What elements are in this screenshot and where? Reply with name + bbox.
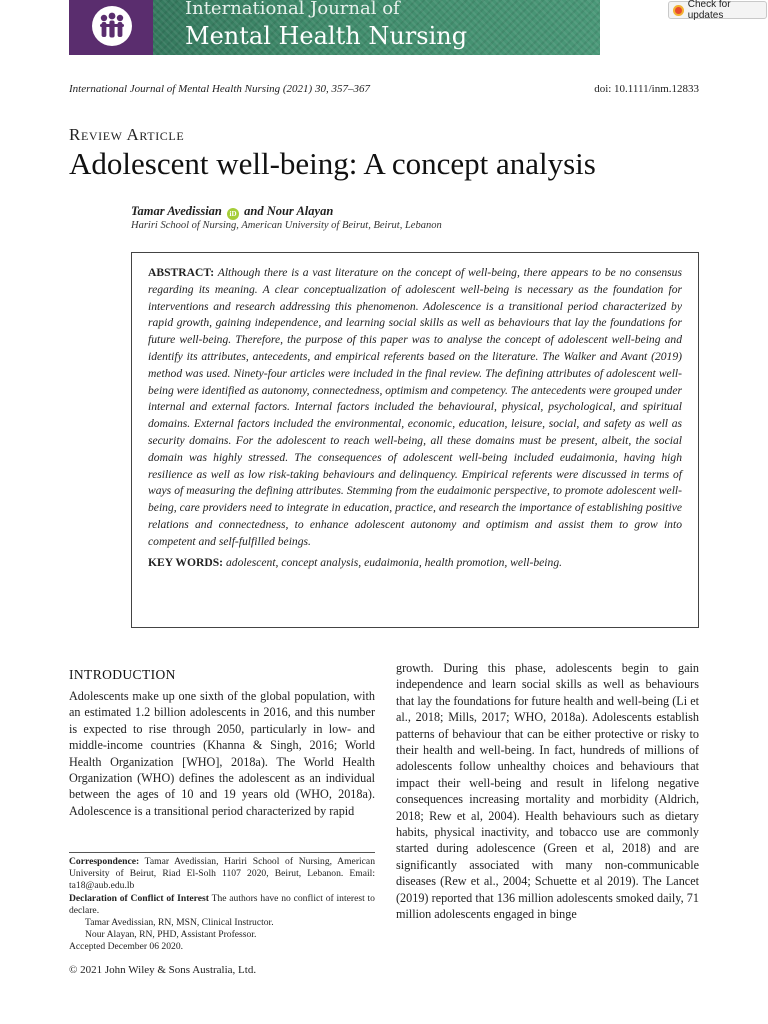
journal-subtitle: International Journal of (185, 0, 400, 19)
correspondence-note (69, 856, 375, 893)
doi-link[interactable]: doi: 10.1111/inm.12833 (594, 83, 699, 95)
journal-banner (69, 0, 600, 55)
author-list (131, 204, 333, 220)
abstract-box (131, 252, 699, 628)
abstract-text: Although there is a vast literature on the concept of well-being, there appears to be no consensus regarding its meaning. A clear conceptualization of adolescent well-being is necessary as the foundation for interventions and research addressing this phenomenon. Adolescence is a transitional period characterized by rapid growth, gaining independence, and learning social skills as well as behaviours that lay the foundations for future well-being. Therefore, the purpose of this paper was to analyse the concept of adolescent well-being and identify its attributes, antecedents, and empirical referents based on the literature. The Walker and Avant (2019) method was used. Ninety-four articles were included in the final review. The defining attributes of adolescent well-being were identified as autonomy, connectedness, optimism and competency. The antecedents were grouped under internal and external factors. Internal factors included the behavioural, physical, psychological, and spiritual domains. External factors included the environmental, economic, education, leisure, social, and safety as well as security domains. For the adolescent to reach well-being, all these domains must be present, albeit, the social domain was highly stressed. The consequences of adolescent well-being included eudaimonia, having high resilience as well as low risk-taking behaviours and delinquency. Empirical referents were discussed in terms of ways of measuring the defining attributes. Stemming from the eudaimonic perspective, to promote adolescent well-being, care providers need to integrate in education, practice, and research the importance of establishing positive relations and connectedness, to enhance adolescent autonomy and optimism and assist them to grow into competent and self-fulfilled beings. (148, 266, 682, 548)
article-notes (69, 852, 375, 954)
journal-citation: International Journal of Mental Health Nursing (2021) 30, 357–367 (69, 83, 370, 95)
orcid-icon[interactable]: iD (227, 208, 239, 220)
keywords-text: adolescent, concept analysis, eudaimonia, health promotion, well-being. (225, 555, 563, 569)
check-for-updates-label: Check for updates (687, 0, 731, 21)
keywords-label: KEY WORDS: (148, 555, 224, 569)
conflict-note (69, 893, 375, 917)
keywords (148, 555, 682, 572)
author-name[interactable]: Tamar Avedissian (131, 204, 222, 218)
people-icon (92, 6, 132, 46)
author-role: Tamar Avedissian, RN, MSN, Clinical Instructor. (85, 917, 274, 929)
correspondence-label: Correspondence: (69, 856, 140, 867)
crossmark-icon (673, 5, 684, 16)
journal-logo-emblem (92, 6, 132, 46)
correspondence-text: Tamar Avedissian, Hariri School of Nursing, American University of Beirut, Riad El-Solh 1107 2020, Beirut, Lebanon. Email: ta18@aub.edu.lb (69, 856, 375, 892)
article-title: Adolescent well-being: A concept analysis (69, 146, 596, 181)
accepted-date: Accepted December 06 2020. (69, 941, 184, 953)
copyright-notice: © 2021 John Wiley & Sons Australia, Ltd. (69, 964, 257, 976)
author-separator: and (244, 204, 264, 218)
conflict-text: The authors have no conflict of interest to declare. (69, 892, 375, 916)
section-heading: INTRODUCTION (69, 667, 176, 682)
conflict-label: Declaration of Conflict of Interest (69, 892, 209, 904)
journal-title: Mental Health Nursing (185, 22, 468, 50)
body-text-left: Adolescents make up one sixth of the global population, with an estimated 1.2 billion adolescents in 2016, and this number is expected to rise through 2050, particularly in low- and middle-income countries (Khanna & Singh, 2016; World Health Organization [WHO], 2018a). The World Health Organization (WHO) defines the adolescent as an individual between the ages of 10 and 19 years old (WHO, 2018a). Adolescence is a transitional period characterized by rapid (69, 689, 375, 818)
abstract-label: ABSTRACT: (148, 266, 215, 279)
article-type: Review Article (69, 125, 185, 144)
author-role: Nour Alayan, RN, PHD, Assistant Professor. (85, 929, 257, 941)
body-text-right: growth. During this phase, adolescents begin to gain independence and learn social skills as well as behaviours that lay the foundations for future health and well-being (Li et al., 2018; Mills, 2017; WHO, 2018a). Adolescents establish patterns of behaviour that can be either protective or risky to their health and well-being. In fact, hundreds of millions of adolescents follow unhealthy choices and behaviours that impact their well-being and result in lifelong negative consequences increasing mortality and morbidity (Aldrich, 2018; Rew et al, 2004). Health behaviours such as dietary habits, physical inactivity, and tobacco use are commonly started during adolescence (Green et al, 2018) and are significantly associated with many non-communicable diseases (Rew et al., 2004; Schuette et al 2019). The Lancet (2019) reported that 136 million adolescents smoked daily, 71 million adolescents engaged in binge (396, 661, 699, 922)
author-affiliation: Hariri School of Nursing, American University of Beirut, Beirut, Lebanon (131, 220, 442, 231)
author-name[interactable]: Nour Alayan (266, 204, 334, 218)
journal-logo (69, 0, 153, 55)
abstract (148, 265, 682, 551)
check-for-updates-button[interactable] (668, 1, 767, 19)
